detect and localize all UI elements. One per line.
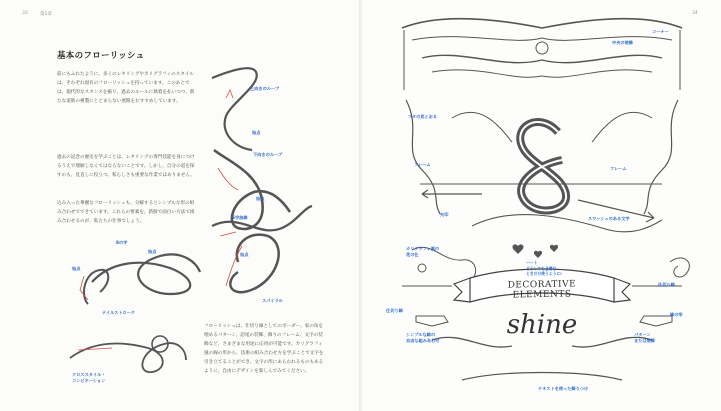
paragraph-3: 込み入った華麗なフローリッシュも、分解するとシンプルな形の組み合わせでできています。これらの要素を、新鮮で面白い方法で組み合わせるのが、私たちの仕事でしょう。 bbox=[57, 201, 195, 224]
decorative-elements-art bbox=[362, 0, 721, 411]
tail-stroke bbox=[84, 270, 108, 304]
script-word: shine bbox=[506, 310, 578, 340]
page-title: 基本のフローリッシュ bbox=[57, 51, 145, 61]
right-page bbox=[362, 0, 721, 411]
label-frame-left: フレーム bbox=[414, 162, 431, 167]
paragraph-2: 過去の記念の歴史を学ぶことは、レタリングの専門技能を身につけるうえで理解しなくてはならないことです。しかし、自分の道を探すのも、見直しに役立つ、私らしさも重要な作業ではありません。 bbox=[57, 155, 195, 178]
caption-start-4: 始点 bbox=[72, 266, 81, 271]
left-page bbox=[0, 0, 360, 411]
label-text-flourish: テキストを使った飾りつけ bbox=[538, 386, 589, 391]
label-heart: ハート どうしても必要な ときだけ使うように! bbox=[526, 260, 562, 276]
spiral-stroke bbox=[230, 235, 278, 293]
lower-loop-stroke bbox=[214, 150, 290, 229]
label-swash-letter: スワッシュのある文字 bbox=[588, 216, 630, 221]
caption-start-3: 始点 bbox=[148, 249, 157, 254]
label-calligraphy-flower: カリグラフィ風の 花の仕 bbox=[406, 246, 440, 257]
caption-spiral: スパイラル bbox=[262, 298, 283, 303]
chapter-label: 第1章 bbox=[40, 12, 52, 17]
label-center-decoration: 中央の装飾 bbox=[612, 40, 633, 45]
caption-figure8: 8の字 bbox=[116, 240, 128, 245]
caption-cross-style: クロススタイル・ コンビネーション bbox=[72, 372, 106, 383]
label-flourish-ruler: フタの見とおる bbox=[408, 114, 438, 119]
caption-start: 始点 bbox=[252, 130, 261, 135]
paragraph-1: 前にもふれたように、多くのレタリングやカリグラフィのスタイルは、それぞれ固有のフローリッシュを持っています。このあとでは、現代的なスタンスを掘り、過去のルールに執着を払いつつ、新たな道筋の複製にとどまらない展開をおすすめしています。 bbox=[57, 72, 195, 104]
page-number: 33 bbox=[22, 11, 28, 16]
caption-start-2: 始点 bbox=[256, 196, 265, 201]
caption-start-5: 始点 bbox=[240, 252, 249, 257]
paragraph-4: フローリッシュは、仕切り線としてのボーダー、家の角を埋めるパターン、語尾の装飾、飾りのフレーム、文字の装飾など、さまざまな用途に応用が可能です。カリグラフィ風の線の形から、技術の組み合わせ方を学ぶことで文字を引き立てることができ、文字の形にあらわれるものもあるように、自由にデザインを楽しんでみてください。 bbox=[204, 324, 324, 374]
caption-s-curve: S字曲線 bbox=[232, 215, 248, 220]
label-corner: コーナー bbox=[652, 29, 669, 34]
label-arrow: 矢印 bbox=[440, 212, 449, 217]
caption-tail-stroke: テイルストローク bbox=[102, 310, 136, 315]
banner-text: DECORATIVE ELEMENTS bbox=[507, 279, 577, 301]
page-number-right: 34 bbox=[692, 11, 698, 16]
caption-upper-loop: 上向きのループ bbox=[250, 86, 280, 91]
label-simple-hand: シンプルな線の 自由な組みあわせ bbox=[406, 332, 440, 343]
label-pattern: パターン または装飾 bbox=[634, 332, 655, 343]
label-swash-right: 線の形 bbox=[670, 312, 683, 317]
flourish-illustrations bbox=[0, 0, 360, 411]
caption-lower-loop: 下向きのループ bbox=[253, 152, 283, 157]
label-flourish-right: 仕切り線 bbox=[658, 282, 675, 287]
label-frame-right: フレーム bbox=[610, 166, 627, 171]
cross-style-stroke bbox=[70, 343, 186, 372]
label-divider: 仕切り線 bbox=[386, 308, 403, 313]
upper-loop-stroke bbox=[212, 68, 257, 150]
